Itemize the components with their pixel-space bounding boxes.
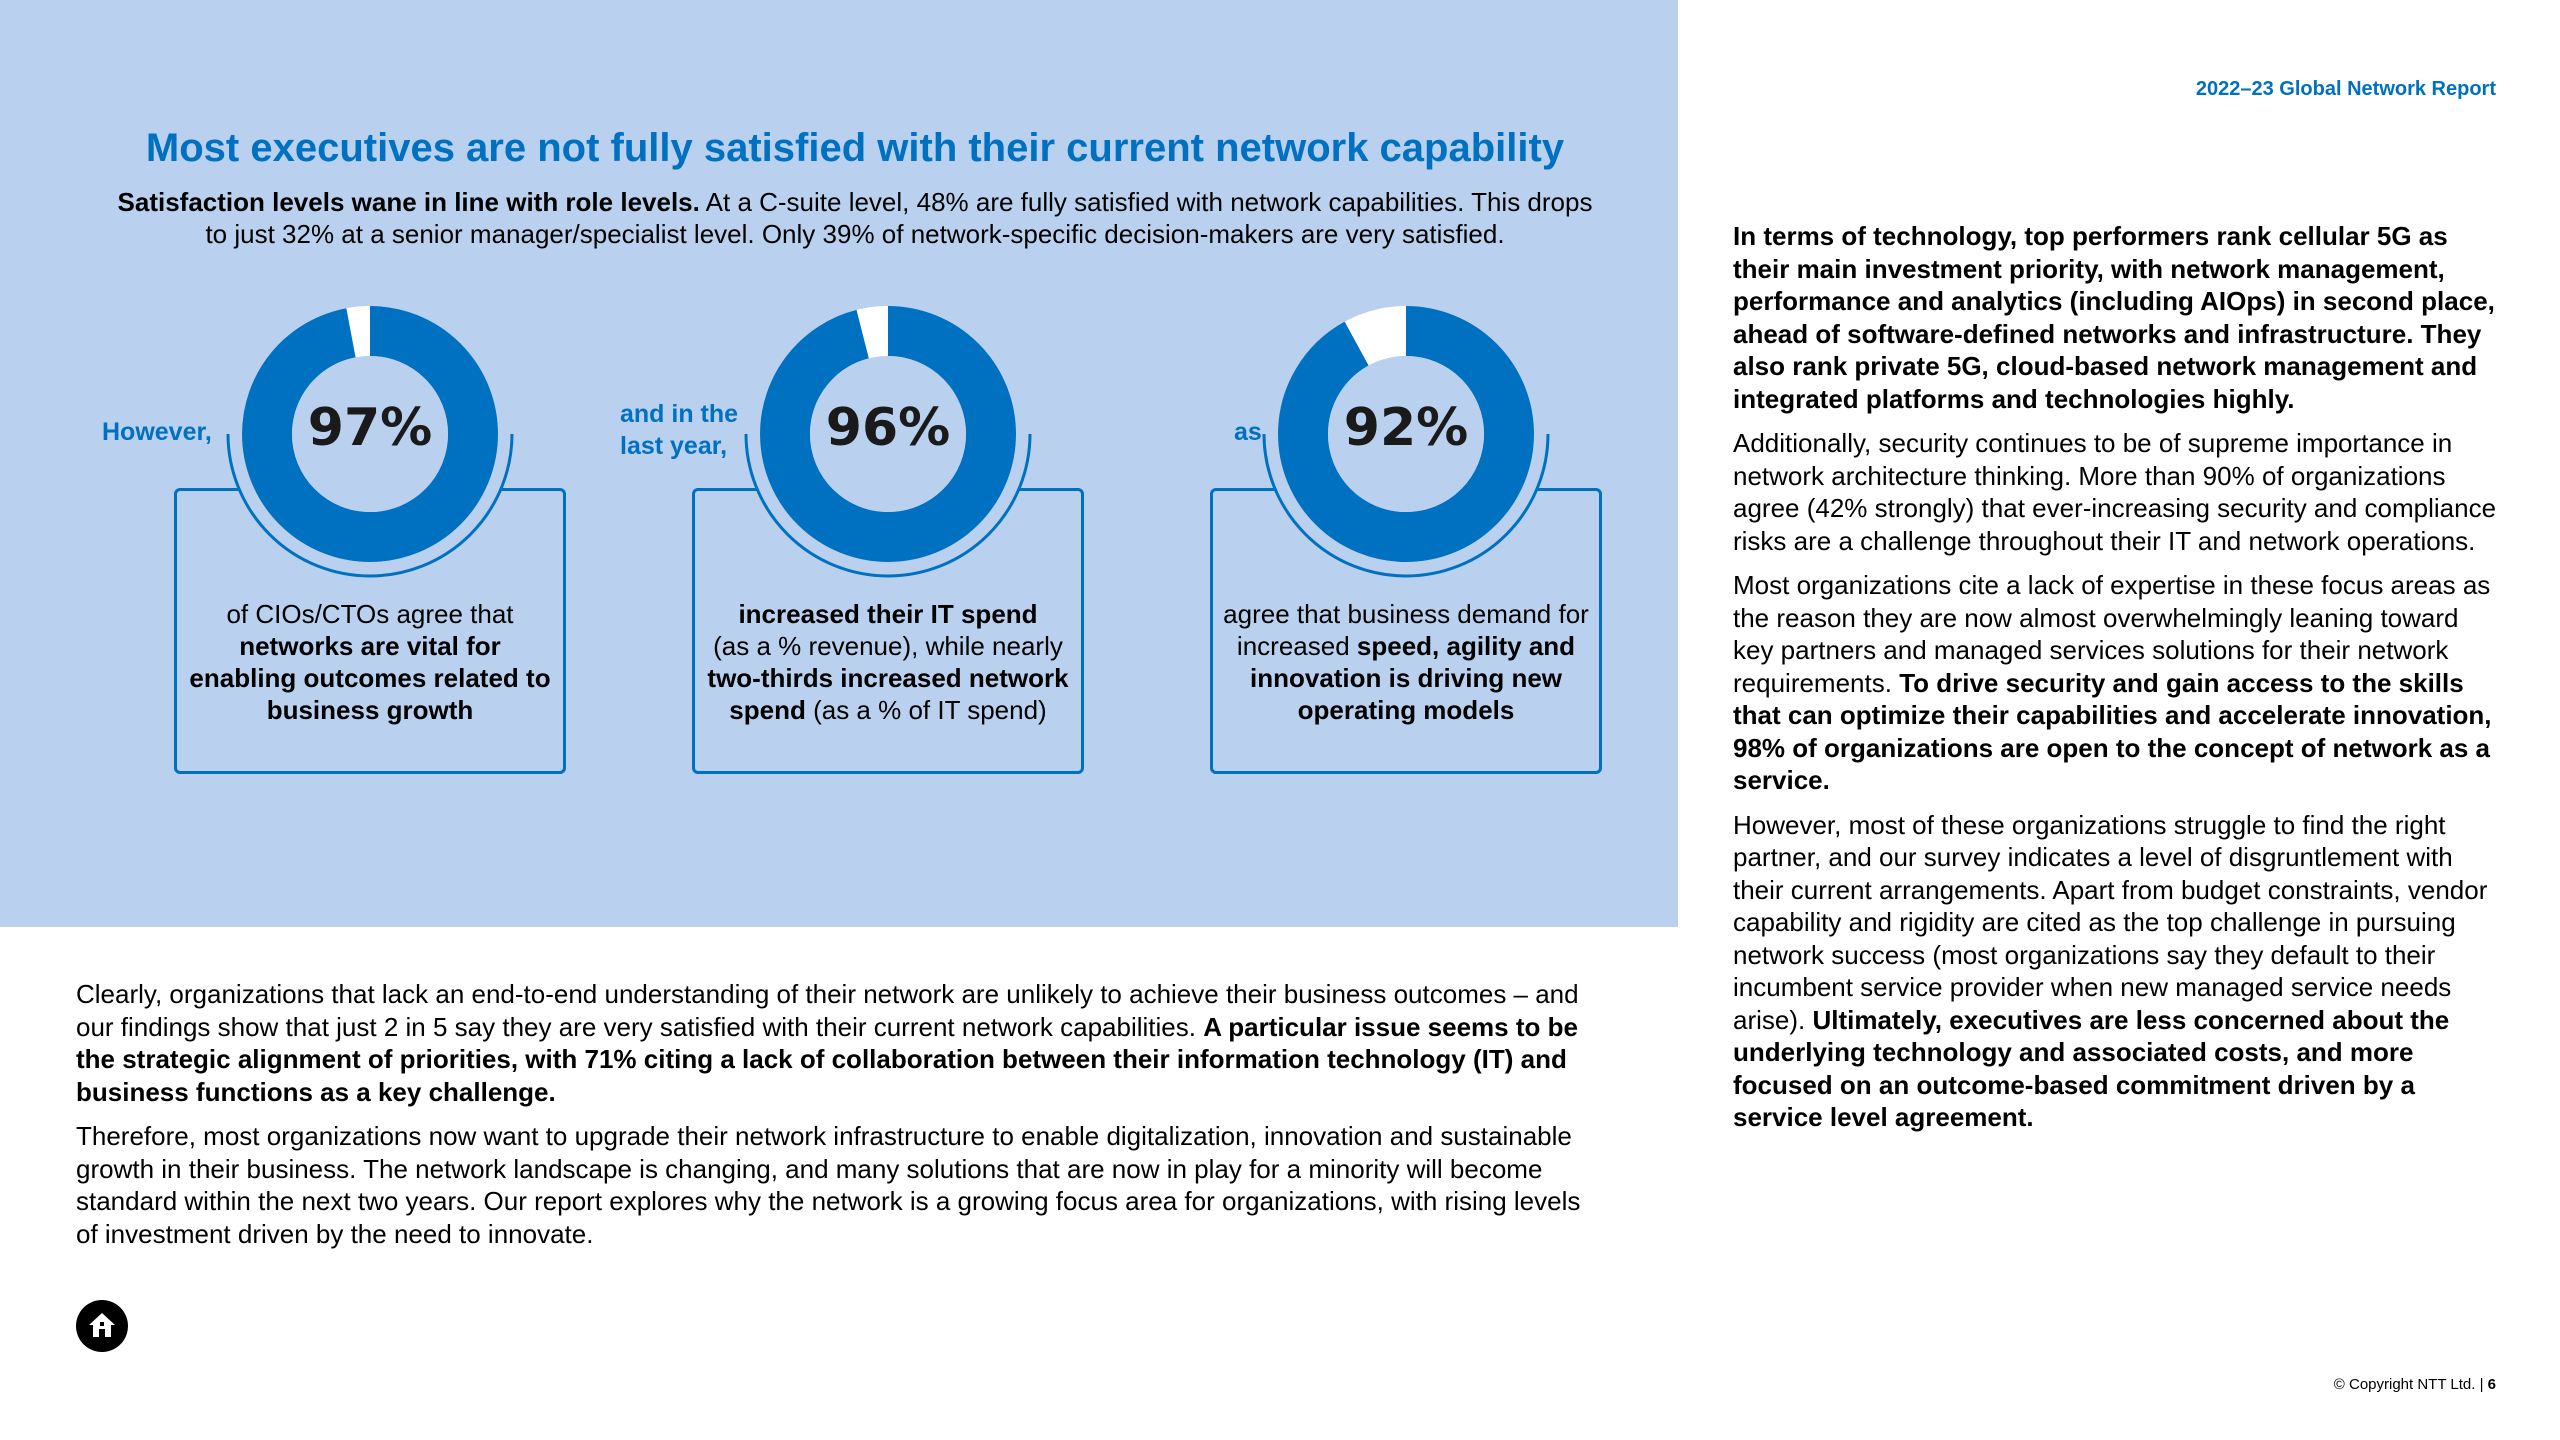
- subhead: [90, 186, 1620, 250]
- body-left: [76, 978, 1606, 1262]
- copyright: © Copyright NTT Ltd. |: [2333, 1376, 2488, 1393]
- body-right-p3: Most organizations cite a lack of expertise in these focus areas as the reason they are now almost overwhelmingly leaning toward key partners and managed services solutions for their network requirements. To drive security and gain access to the skills that can optimize their capabilities and accelerate innovation, 98% of organizations are open to the concept of network as a service.: [1733, 570, 2492, 795]
- donut-value-2: 96%: [825, 398, 951, 458]
- subhead-bold: Satisfaction levels wane in line with role levels.: [117, 187, 700, 217]
- subhead-line2: to just 32% at a senior manager/specialist level. Only 39% of network-specific decision-makers are very satisfied.: [205, 219, 1505, 249]
- stat-lead-3: as: [1234, 418, 1262, 446]
- subhead-text: At a C-suite level, 48% are fully satisfied with network capabilities. This drops: [699, 187, 1593, 217]
- stat-lead-2: and in the last year,: [620, 400, 739, 460]
- body-right-p4: However, most of these organizations struggle to find the right partner, and our survey indicates a level of disgruntlement with their current arrangements. Apart from budget constraints, vendor capability and rigidity are cited as the top challenge in pursuing network success (most organizations say they default to their incumbent service provider when new managed service needs arise). Ultimately, executives are less concerned about the underlying technology and associated costs, and more focused on an outcome-based commitment driven by a service level agreement.: [1733, 809, 2488, 1132]
- body-right: [1733, 220, 2503, 1146]
- report-label: 2022–23 Global Network Report: [2195, 78, 2496, 100]
- stat-text-1: of CIOs/CTOs agree that networks are vital for enabling outcomes related to business growth: [189, 599, 551, 725]
- donut-value-3: 92%: [1343, 398, 1469, 458]
- page-number: 6: [2487, 1376, 2496, 1393]
- body-left-p1: Clearly, organizations that lack an end-to-end understanding of their network are unlikely to achieve their business outcomes – and our findings show that just 2 in 5 say they are very satisfied with their current network capabilities. A particular issue seems to be the strategic alignment of priorities, with 71% citing a lack of collaboration between their information technology (IT) and business functions as a key challenge.: [76, 979, 1579, 1107]
- stat-lead-1: However,: [102, 418, 212, 446]
- body-left-p2: Therefore, most organizations now want to upgrade their network infrastructure to enable digitalization, innovation and sustainable growth in their business. The network landscape is changing, and many solutions that are now in play for a minority will become standard within the next two years. Our report explores why the network is a growing focus area for organizations, with rising levels of investment driven by the need to innovate.: [76, 1121, 1581, 1249]
- body-right-p1: In terms of technology, top performers rank cellular 5G as their main investment priority, with network management, performance and analytics (including AIOps) in second place, ahead of software-defined networks and infrastructure. They also rank private 5G, cloud-based network management and integrated platforms and technologies highly.: [1733, 221, 2495, 414]
- stat-text-2: increased their IT spend (as a % revenue), while nearly two-thirds increased network spend (as a % of IT spend): [707, 599, 1069, 725]
- stat-text-3: agree that business demand for increased speed, agility and innovation is driving new operating models: [1223, 599, 1589, 725]
- body-right-p2: Additionally, security continues to be of supreme importance in network architecture thinking. More than 90% of organizations agree (42% strongly) that ever-increasing security and compliance risks are a challenge throughout their IT and network operations.: [1733, 428, 2497, 556]
- donut-value-1: 97%: [307, 398, 433, 458]
- footer: [2334, 1376, 2496, 1393]
- page-title: Most executives are not fully satisfied with their current network capability: [145, 126, 1565, 170]
- home-button[interactable]: [76, 1300, 128, 1352]
- home-icon: [86, 1309, 118, 1341]
